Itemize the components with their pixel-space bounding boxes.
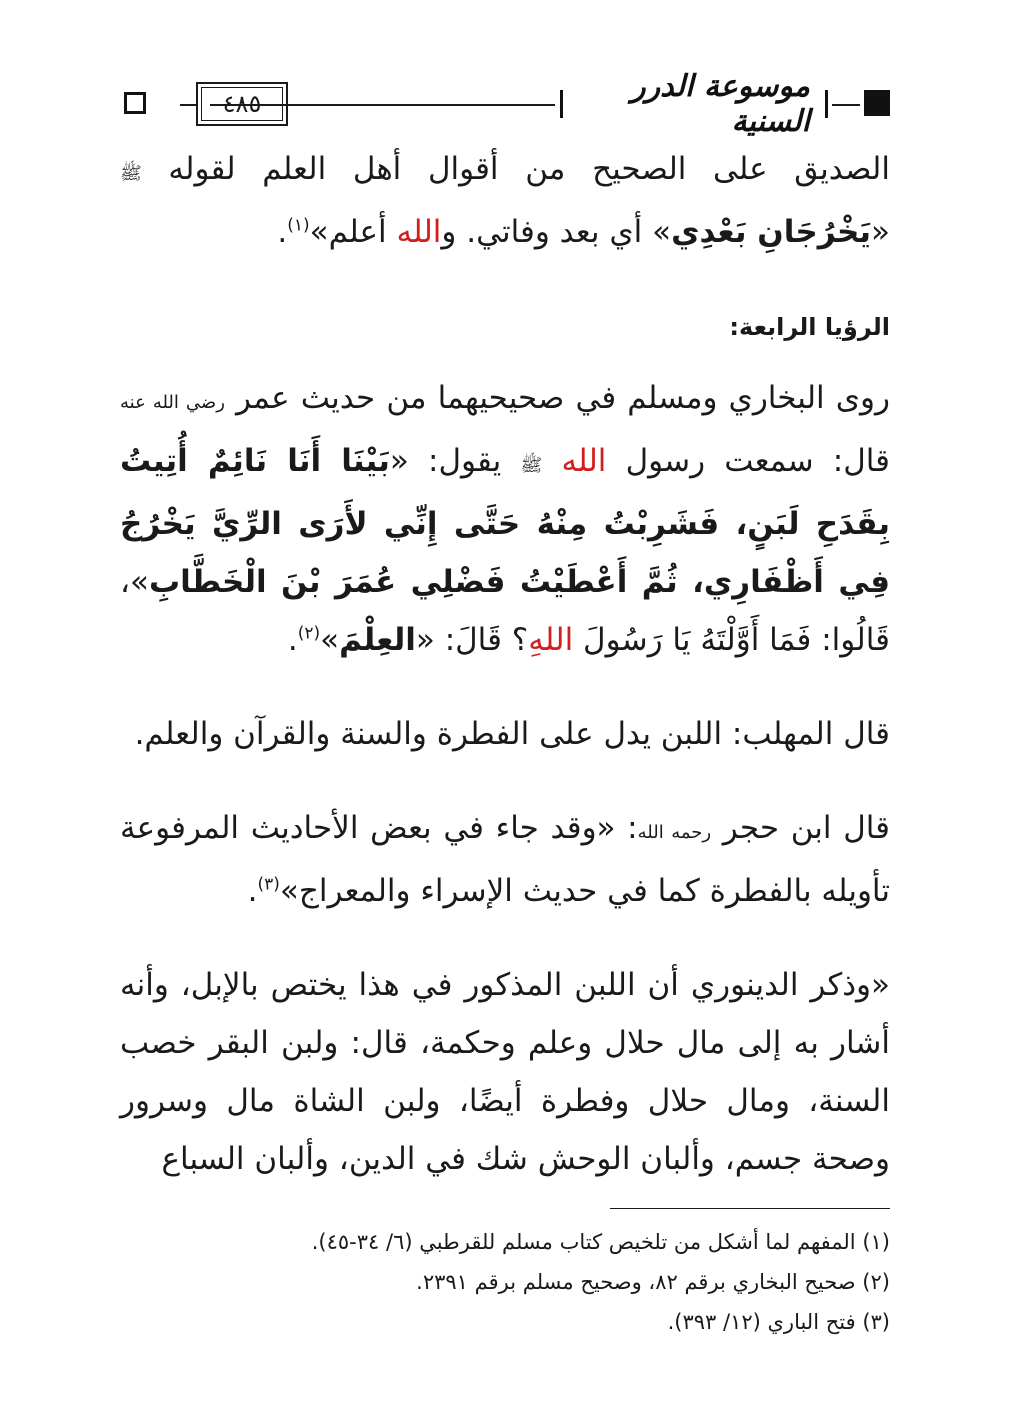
divine-name: اللهِ bbox=[528, 622, 574, 658]
footnote-ref[interactable]: (٣) bbox=[257, 874, 280, 895]
hadith-quote: العِلْمَ bbox=[339, 622, 416, 658]
header-ornament-square-outline bbox=[124, 92, 146, 114]
footnote-2: (٢) صحيح البخاري برقم ٨٢، وصحيح مسلم برقم ٢٣٩١. bbox=[416, 1270, 890, 1294]
series-title: موسوعة الدرر السنية bbox=[631, 69, 810, 139]
divine-name: الله bbox=[561, 443, 607, 479]
hadith-quote: بَيْنَا أَنَا نَائِمٌ أُتِيتُ بِقَدَحِ لَبَنٍ، فَشَرِبْتُ مِنْهُ حَتَّى إِنِّي لأَرَى الرِّيَّ يَخْرُجُ فِي أَظْفَارِي، ثُمَّ أَعْطَيْتُ فَضْلِي عُمَرَ بْنَ الْخَطَّابِ bbox=[120, 443, 890, 600]
honorific-glyph: ﷺ bbox=[520, 455, 543, 476]
footnote-3: (٣) فتح الباري (١٢/ ٣٩٣). bbox=[667, 1310, 890, 1334]
page-number: ٤٨٥ bbox=[196, 82, 288, 126]
section-heading: الرؤيا الرابعة: bbox=[729, 313, 890, 341]
header-bar bbox=[825, 90, 828, 118]
header-rule bbox=[210, 104, 555, 106]
paragraph-3: قال المهلب: اللبن يدل على الفطرة والسنة والقرآن والعلم. bbox=[134, 716, 890, 752]
footnote-1: (١) المفهم لما أشكل من تلخيص كتاب مسلم للقرطبي (٦/ ٣٤-٤٥). bbox=[311, 1230, 890, 1254]
main-text bbox=[120, 140, 890, 1188]
honorific-glyph: رضي الله عنه bbox=[120, 392, 225, 413]
paragraph-5: «وذكر الدينوري أن اللبن المذكور في هذا يختص بالإبل، وأنه أشار به إلى مال حلال وعلم وحكمة، قال: ولبن البقر خصب السنة، ومال حلال وفطرة أيضًا، ولبن الشاة مال وسرور وصحة جسم، وألبان الوحش شك في الدين، وألبان السباع bbox=[120, 967, 890, 1177]
header-bar bbox=[560, 90, 563, 118]
header-rule-short bbox=[832, 104, 860, 106]
paragraph-4: قال ابن حجر رحمه الله: «وقد جاء في بعض الأحاديث المرفوعة تأويله بالفطرة كما في حديث الإسراء والمعراج»$^{(٣)}$. bbox=[120, 810, 890, 909]
paragraph-2: روى البخاري ومسلم في صحيحيهما من حديث عمر رضي الله عنه قال: سمعت رسول الله ﷺ يقول: «بَيْنَا أَنَا نَائِمٌ أُتِيتُ بِقَدَحِ لَبَنٍ، فَشَرِبْتُ مِنْهُ حَتَّى إِنِّي لأَرَى الرِّيَّ يَخْرُجُ فِي أَظْفَارِي، ثُمَّ أَعْطَيْتُ فَضْلِي عُمَرَ بْنَ الْخَطَّابِ»، قَالُوا: فَمَا أَوَّلْتَهُ يَا رَسُولَ اللهِ؟ قَالَ: «العِلْمَ»$^{(٢)}$. bbox=[120, 380, 891, 658]
page-header bbox=[120, 69, 890, 139]
footnotes bbox=[120, 1222, 890, 1342]
honorific-glyph: ﷺ bbox=[120, 163, 142, 184]
footnote-ref[interactable]: (١) bbox=[287, 215, 310, 236]
footnote-separator bbox=[610, 1208, 890, 1209]
footnote-ref[interactable]: (٢) bbox=[297, 623, 321, 644]
header-rule-short bbox=[180, 104, 196, 106]
divine-name: الله bbox=[396, 214, 442, 250]
header-ornament-square-solid bbox=[864, 90, 890, 116]
honorific-glyph: رحمه الله bbox=[637, 822, 712, 843]
hadith-quote: يَخْرُجَانِ بَعْدِي bbox=[671, 214, 872, 250]
paragraph-1: الصديق على الصحيح من أقوال أهل العلم لقوله ﷺ «يَخْرُجَانِ بَعْدِي» أي بعد وفاتي. والله أعلم»$^{(١)}$. bbox=[120, 151, 890, 250]
